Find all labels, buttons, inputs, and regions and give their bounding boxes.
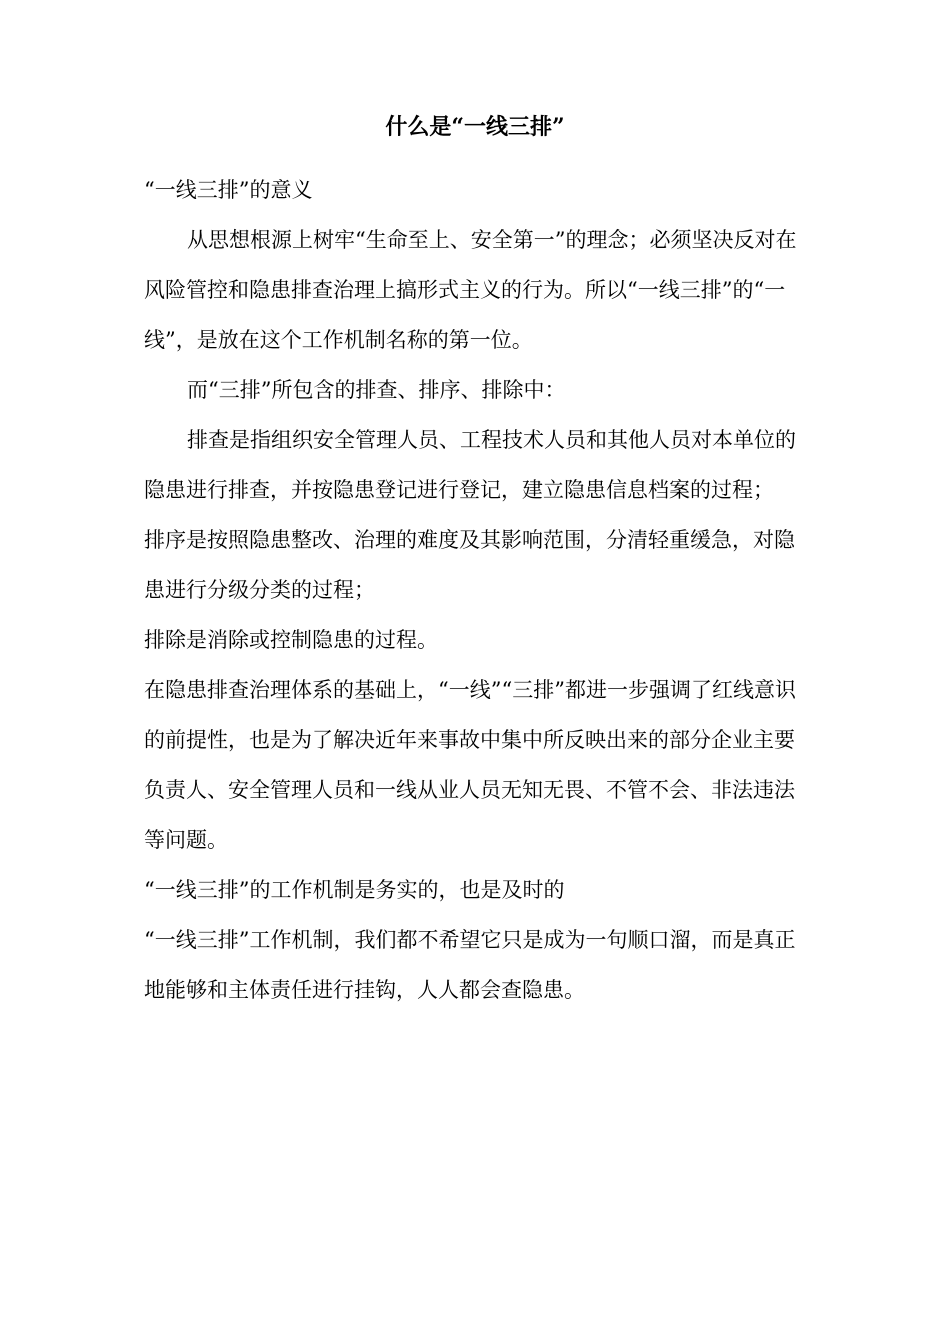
paragraph-conclusion: “一线三排”工作机制，我们都不希望它只是成为一句顺口溜，而是真正地能够和主体责任进行挂钩，人人都会查隐患。 xyxy=(144,928,796,1002)
paragraph-mechanism-heading: “一线三排”的工作机制是务实的，也是及时的 xyxy=(144,878,565,902)
paragraph-investigation: 排查是指组织安全管理人员、工程技术人员和其他人员对本单位的隐患进行排查，并按隐患登记进行登记，建立隐患信息档案的过程； xyxy=(144,428,796,502)
paragraph-philosophy: 从思想根源上树牢“生命至上、安全第一”的理念；必须坚决反对在风险管控和隐患排查治理上搞形式主义的行为。所以“一线三排”的“一线”，是放在这个工作机制名称的第一位。 xyxy=(144,228,797,352)
paragraph-ranking: 排序是按照隐患整改、治理的难度及其影响范围，分清轻重缓急，对隐患进行分级分类的过程； xyxy=(144,528,795,602)
paragraph-elimination: 排除是消除或控制隐患的过程。 xyxy=(144,628,438,652)
paragraph-three-steps-intro: 而“三排”所包含的排查、排序、排除中： xyxy=(187,378,566,402)
document-title: 什么是“一线三排” xyxy=(385,114,565,140)
paragraph-redline: 在隐患排查治理体系的基础上，“一线”“三排”都进一步强调了红线意识的前提性，也是为了解决近年来事故中集中所反映出来的部分企业主要负责人、安全管理人员和一线从业人员无知无畏、不管不会、非法违法等问题。 xyxy=(144,678,796,852)
paragraph-heading-meaning: “一线三排”的意义 xyxy=(144,178,313,202)
document-body xyxy=(144,165,804,1015)
